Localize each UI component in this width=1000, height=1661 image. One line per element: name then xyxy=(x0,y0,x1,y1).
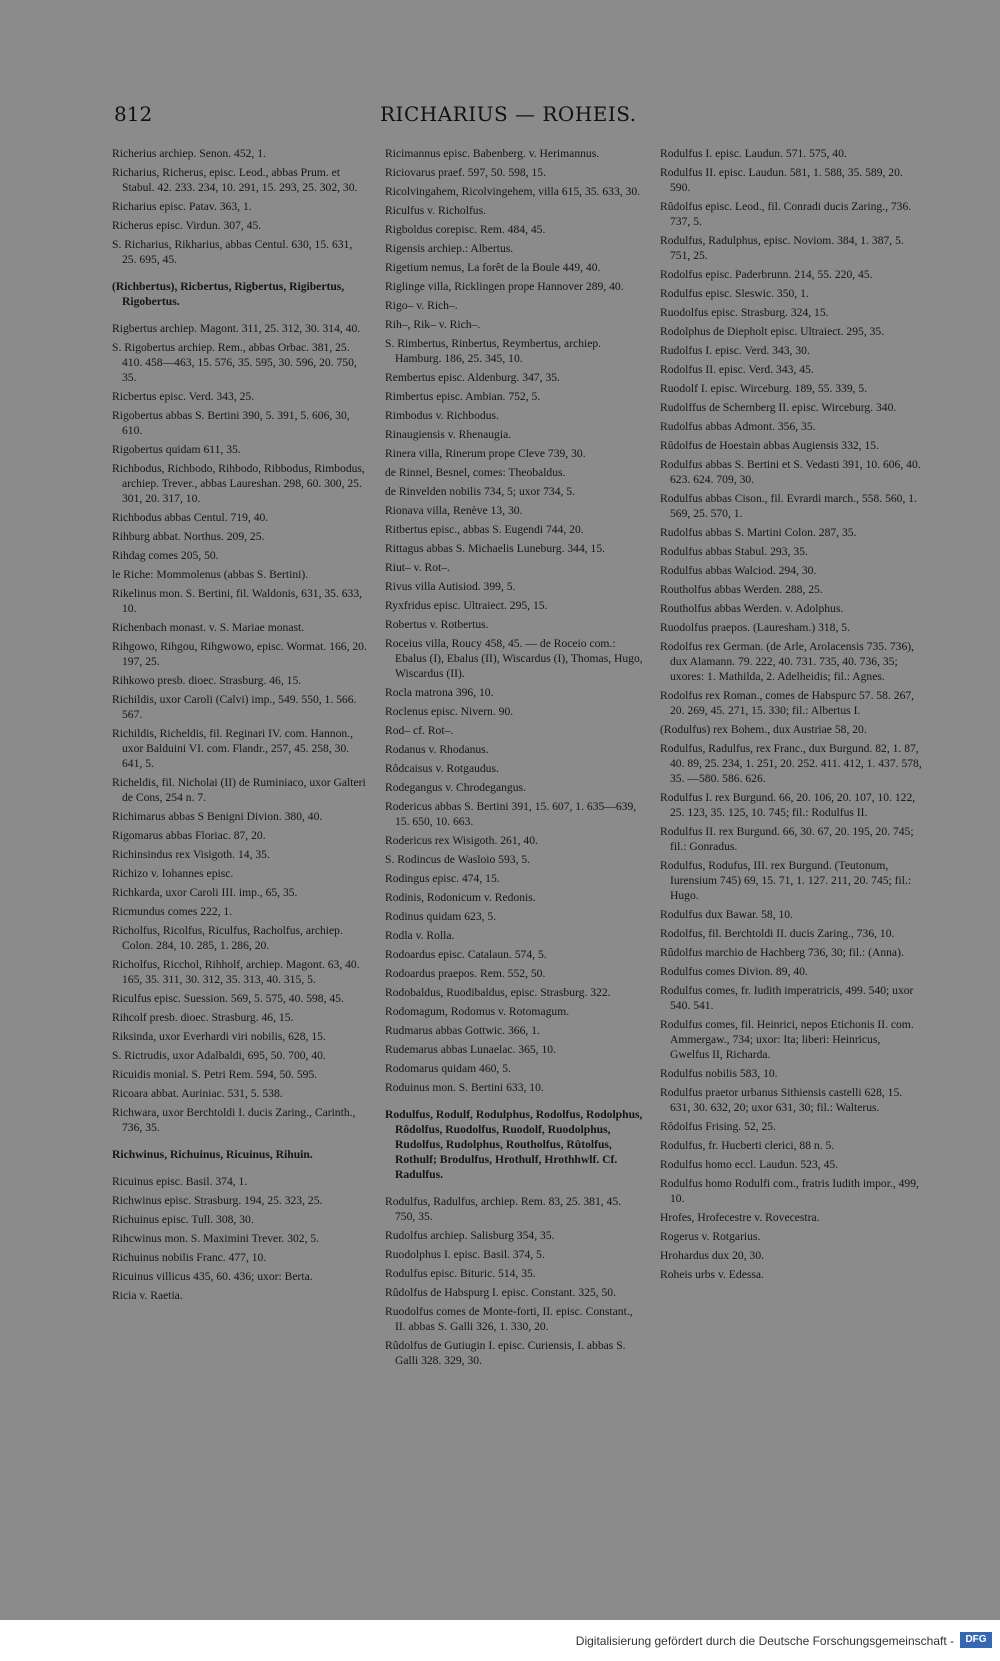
index-entry: Rodulfus praetor urbanus Sithiensis castelli 628, 15. 631, 30. 632, 20; uxor 631, 30; fil.: Walterus. xyxy=(660,1086,903,1114)
index-entry: S. Richarius, Rikharius, abbas Centul. 630, 15. 631, 25. 695, 45. xyxy=(112,238,353,266)
index-entry: Rionava villa, Renève 13, 30. xyxy=(385,504,523,517)
index-entry: Richinsindus rex Visigoth. 14, 35. xyxy=(112,848,270,861)
index-entry: Rihgowo, Rihgou, Rihgwowo, episc. Wormat. 166, 20. 197, 25. xyxy=(112,640,367,668)
index-group-heading: (Richbertus), Ricbertus, Rigbertus, Rigibertus, Rigobertus. xyxy=(112,280,345,308)
index-entry: Robertus v. Rotbertus. xyxy=(385,618,489,631)
index-entry: Rigomarus abbas Floriac. 87, 20. xyxy=(112,829,266,842)
index-entry: Rivus villa Autisiod. 399, 5. xyxy=(385,580,516,593)
index-entry: Rodulfus episc. Bituric. 514, 35. xyxy=(385,1267,536,1280)
index-entry: Rodulfus abbas Walciod. 294, 30. xyxy=(660,564,817,577)
index-entry: Hrohardus dux 20, 30. xyxy=(660,1249,765,1262)
index-entry: Rocla matrona 396, 10. xyxy=(385,686,494,699)
index-entry: Rudmarus abbas Gottwic. 366, 1. xyxy=(385,1024,540,1037)
index-entry: Richuinus episc. Tull. 308, 30. xyxy=(112,1213,254,1226)
index-entry: Roheis urbs v. Edessa. xyxy=(660,1268,764,1281)
index-entry: Rimbertus episc. Ambian. 752, 5. xyxy=(385,390,541,403)
index-entry: Rudolfus abbas S. Martini Colon. 287, 35. xyxy=(660,526,857,539)
index-entry: Rodanus v. Rhodanus. xyxy=(385,743,489,756)
index-entry: Rodingus episc. 474, 15. xyxy=(385,872,500,885)
index-entry: Rigboldus corepisc. Rem. 484, 45. xyxy=(385,223,546,236)
index-entry: Richizo v. Iohannes episc. xyxy=(112,867,234,880)
index-entry: Ruodolfus comes de Monte-forti, II. episc. Constant., II. abbas S. Galli 326, 1. 330, 20. xyxy=(385,1305,633,1333)
index-entry: Rodolfus II. episc. Verd. 343, 45. xyxy=(660,363,814,376)
page-number: 812 xyxy=(114,102,153,126)
index-entry: Rudemarus abbas Lunaelac. 365, 10. xyxy=(385,1043,556,1056)
index-entry: Ruodolfus praepos. (Lauresham.) 318, 5. xyxy=(660,621,850,634)
index-entry: Rinaugiensis v. Rhenaugia. xyxy=(385,428,512,441)
footer-bar xyxy=(0,1620,1000,1661)
index-entry: S. Rictrudis, uxor Adalbaldi, 695, 50. 700, 40. xyxy=(112,1049,326,1062)
index-entry: Ricia v. Raetia. xyxy=(112,1289,183,1302)
index-entry: Rodulfus abbas Cison., fil. Evrardi march., 558. 560, 1. 569, 25. 570, 1. xyxy=(660,492,917,520)
index-entry: Ricbertus episc. Verd. 343, 25. xyxy=(112,390,255,403)
index-entry: Rodinis, Rodonicum v. Redonis. xyxy=(385,891,536,904)
index-entry: Rinera villa, Rinerum prope Cleve 739, 30. xyxy=(385,447,586,460)
index-entry: Richimarus abbas S Benigni Divion. 380, 40. xyxy=(112,810,323,823)
index-entry: Rôdolfus Frising. 52, 25. xyxy=(660,1120,776,1133)
index-entry: Richuinus nobilis Franc. 477, 10. xyxy=(112,1251,267,1264)
index-entry: Riciovarus praef. 597, 50. 598, 15. xyxy=(385,166,546,179)
index-entry: Rodolfus, fil. Berchtoldi II. ducis Zaring., 736, 10. xyxy=(660,927,895,940)
index-entry: Hrofes, Hrofecestre v. Rovecestra. xyxy=(660,1211,820,1224)
index-entry: Rihcwinus mon. S. Maximini Trever. 302, 5. xyxy=(112,1232,320,1245)
index-entry: Ricimannus episc. Babenberg. v. Herimannus. xyxy=(385,147,600,160)
index-entry: Ruodolf I. episc. Wirceburg. 189, 55. 339, 5. xyxy=(660,382,868,395)
index-entry: Routholfus abbas Werden. v. Adolphus. xyxy=(660,602,844,615)
index-entry: Ricoara abbat. Auriniac. 531, 5. 538. xyxy=(112,1087,283,1100)
index-entry: Riglinge villa, Ricklingen prope Hannover 289, 40. xyxy=(385,280,624,293)
index-entry: Rodulfus, Rodufus, III. rex Burgund. (Teutonum, Iurensium 745) 69, 15. 71, 1. 127. 211, 20. 745; fil.: Hugo. xyxy=(660,859,912,902)
index-entry: S. Rimbertus, Rinbertus, Reymbertus, archiep. Hamburg. 186, 25. 345, 10. xyxy=(385,337,602,365)
index-entry: Rihburg abbat. Northus. 209, 25. xyxy=(112,530,265,543)
index-entry: Rod– cf. Rot–. xyxy=(385,724,454,737)
index-entry: Rodericus rex Wisigoth. 261, 40. xyxy=(385,834,538,847)
index-entry: Rembertus episc. Aldenburg. 347, 35. xyxy=(385,371,560,384)
index-entry: Rodegangus v. Chrodegangus. xyxy=(385,781,526,794)
index-entry: (Rodulfus) rex Bohem., dux Austriae 58, 20. xyxy=(660,723,867,736)
index-entry: Richildis, Richeldis, fil. Reginari IV. com. Hannon., uxor Balduini VI. com. Flandr., 257, 45. 258, 30. 641, 5. xyxy=(112,727,353,770)
index-entry: Ritbertus episc., abbas S. Eugendi 744, 20. xyxy=(385,523,584,536)
index-entry: Rigo– v. Rich–. xyxy=(385,299,458,312)
index-entry: Richolfus, Ricchol, Rihholf, archiep. Magont. 63, 40. 165, 35. 311, 30. 312, 35. 313, 40. 315, 5. xyxy=(112,958,360,986)
index-entry: Rodla v. Rolla. xyxy=(385,929,455,942)
index-entry: Rigobertus quidam 611, 35. xyxy=(112,443,241,456)
index-entry: Rigensis archiep.: Albertus. xyxy=(385,242,514,255)
index-entry: Richarius, Richerus, episc. Leod., abbas Prum. et Stabul. 42. 233. 234, 10. 291, 15. 293, 25. 302, 30. xyxy=(112,166,358,194)
index-entry: Riksinda, uxor Everhardi viri nobilis, 628, 15. xyxy=(112,1030,326,1043)
index-entry: Rodericus abbas S. Bertini 391, 15. 607, 1. 635—639, 15. 650, 10. 663. xyxy=(385,800,637,828)
index-entry: Routholfus abbas Werden. 288, 25. xyxy=(660,583,823,596)
index-entry: Rodinus quidam 623, 5. xyxy=(385,910,497,923)
index-entry: Riculfus v. Richolfus. xyxy=(385,204,487,217)
index-entry: Rodomarus quidam 460, 5. xyxy=(385,1062,511,1075)
index-entry: Rogerus v. Rotgarius. xyxy=(660,1230,761,1243)
index-entry: Rodulfus homo eccl. Laudun. 523, 45. xyxy=(660,1158,839,1171)
index-entry: Richbodus, Richbodo, Rihbodo, Ribbodus, Rimbodus, archiep. Trever., abbas Laureshan. 298, 60. 300, 25. 301, 20. 317, 10. xyxy=(112,462,365,505)
index-entry: Rodulfus, Radulfus, archiep. Rem. 83, 25. 381, 45. 750, 35. xyxy=(385,1195,622,1223)
index-entry: Rihkowo presb. dioec. Strasburg. 46, 15. xyxy=(112,674,302,687)
index-entry: Rodulfus I. episc. Laudun. 571. 575, 40. xyxy=(660,147,847,160)
index-entry: le Riche: Mommolenus (abbas S. Bertini). xyxy=(112,568,309,581)
index-entry: Ryxfridus episc. Ultraiect. 295, 15. xyxy=(385,599,548,612)
index-entry: Rodulfus comes, fr. Iudith imperatricis, 499. 540; uxor 540. 541. xyxy=(660,984,914,1012)
index-entry: Rodulfus abbas S. Bertini et S. Vedasti 391, 10. 606, 40. 623. 624. 709, 30. xyxy=(660,458,921,486)
index-entry: Rodulfus comes, fil. Heinrici, nepos Etichonis II. com. Ammergaw., 734; uxor: Ita; liberi: Heinricus, Gwelfus II, Richarda. xyxy=(660,1018,914,1061)
index-entry: Rodulfus episc. Sleswic. 350, 1. xyxy=(660,287,809,300)
index-entry: Riculfus episc. Suession. 569, 5. 575, 40. 598, 45. xyxy=(112,992,344,1005)
index-entry: Richarius episc. Patav. 363, 1. xyxy=(112,200,252,213)
index-entry: Richenbach monast. v. S. Mariae monast. xyxy=(112,621,305,634)
index-entry: Rodolfus episc. Paderbrunn. 214, 55. 220, 45. xyxy=(660,268,873,281)
index-entry: Rodulfus nobilis 583, 10. xyxy=(660,1067,778,1080)
index-column-2 xyxy=(385,146,643,1372)
index-entry: Rodulfus homo Rodulfi com., fratris Iudith impor., 499, 10. xyxy=(660,1177,919,1205)
index-entry: Rodolphus de Diepholt episc. Ultraiect. 295, 35. xyxy=(660,325,885,338)
index-entry: Rodulfus dux Bawar. 58, 10. xyxy=(660,908,793,921)
index-entry: Rudolfus abbas Admont. 356, 35. xyxy=(660,420,816,433)
index-entry: Rudolfus I. episc. Verd. 343, 30. xyxy=(660,344,810,357)
index-entry: Ruodolfus episc. Strasburg. 324, 15. xyxy=(660,306,829,319)
index-entry: Rodolfus rex Roman., comes de Habspurc 57. 58. 267, 20. 269, 45. 271, 15. 330; fil.: Albertus I. xyxy=(660,689,915,717)
index-entry: Rûdolfus de Hoestain abbas Augiensis 332, 15. xyxy=(660,439,879,452)
index-entry: Rodulfus, Radulphus, episc. Noviom. 384, 1. 387, 5. 751, 25. xyxy=(660,234,904,262)
index-entry: Richolfus, Ricolfus, Riculfus, Racholfus, archiep. Colon. 284, 10. 285, 1. 286, 20. xyxy=(112,924,343,952)
index-entry: Rikelinus mon. S. Bertini, fil. Waldonis, 631, 35. 633, 10. xyxy=(112,587,363,615)
index-entry: S. Rodincus de Wasloio 593, 5. xyxy=(385,853,531,866)
index-entry: Roceius villa, Roucy 458, 45. — de Roceio com.: Ebalus (I), Ebalus (II), Wiscardus (I), Thomas, Hugo, Wiscardus (II). xyxy=(385,637,643,680)
index-entry: Rihdag comes 205, 50. xyxy=(112,549,219,562)
index-entry: Richbodus abbas Centul. 719, 40. xyxy=(112,511,269,524)
index-group-heading: Richwinus, Richuinus, Ricuinus, Rihuin. xyxy=(112,1148,313,1161)
index-entry: Rûdolfus marchio de Hachberg 736, 30; fil.: (Anna). xyxy=(660,946,904,959)
index-entry: Rodulfus I. rex Burgund. 66, 20. 106, 20. 107, 10. 122, 25. 123, 35. 125, 10. 745; fil.: Rodulfus II. xyxy=(660,791,916,819)
index-entry: Rodobaldus, Ruodibaldus, episc. Strasburg. 322. xyxy=(385,986,611,999)
index-entry: Rudolffus de Schernberg II. episc. Wirceburg. 340. xyxy=(660,401,897,414)
index-entry: Rodulfus, fr. Hucberti clerici, 88 n. 5. xyxy=(660,1139,835,1152)
index-entry: Ricuidis monial. S. Petri Rem. 594, 50. 595. xyxy=(112,1068,318,1081)
index-entry: Rodoardus praepos. Rem. 552, 50. xyxy=(385,967,546,980)
index-entry: Rodolfus rex German. (de Arle, Arolacensis 735. 736), dux Alamann. 79. 222, 40. 731. 735, 40. 736, 35; uxores: 1. Mathilda, 2. Adelheidis; fil.: Agnes. xyxy=(660,640,915,683)
index-entry: de Rinnel, Besnel, comes: Theobaldus. xyxy=(385,466,566,479)
index-entry: Rûdolfus episc. Leod., fil. Conradi ducis Zaring., 736. 737, 5. xyxy=(660,200,912,228)
footer-credit: Digitalisierung gefördert durch die Deutsche Forschungsgemeinschaft - xyxy=(575,1634,954,1648)
index-entry: Richeldis, fil. Nicholai (II) de Ruminiaco, uxor Galteri de Cons, 254 n. 7. xyxy=(112,776,366,804)
index-entry: Ricuinus villicus 435, 60. 436; uxor: Berta. xyxy=(112,1270,313,1283)
index-entry: Rudolfus archiep. Salisburg 354, 35. xyxy=(385,1229,555,1242)
index-entry: Rih–, Rik– v. Rich–. xyxy=(385,318,481,331)
index-entry: Rûdolfus de Habspurg I. episc. Constant. 325, 50. xyxy=(385,1286,616,1299)
index-entry: Rodulfus abbas Stabul. 293, 35. xyxy=(660,545,808,558)
index-entry: Rodoardus episc. Catalaun. 574, 5. xyxy=(385,948,547,961)
index-entry: Ruodolphus I. episc. Basil. 374, 5. xyxy=(385,1248,545,1261)
index-entry: Richerus episc. Virdun. 307, 45. xyxy=(112,219,262,232)
index-entry: Richkarda, uxor Caroli III. imp., 65, 35. xyxy=(112,886,298,899)
index-entry: S. Rigobertus archiep. Rem., abbas Orbac. 381, 25. 410. 458—463, 15. 576, 35. 595, 30. 596, 20. 750, 35. xyxy=(112,341,357,384)
index-entry: Ricolvingahem, Ricolvingehem, villa 615, 35. 633, 30. xyxy=(385,185,641,198)
dfg-logo-icon: DFG xyxy=(960,1632,992,1648)
index-entry: Richwara, uxor Berchtoldi I. ducis Zaring., Carinth., 736, 35. xyxy=(112,1106,356,1134)
index-entry: Rodulfus, Radulfus, rex Franc., dux Burgund. 82, 1. 87, 40. 89, 25. 234, 1. 251, 20. 252. 411. 412, 1. 437. 578, 35. —580. 586. 626. xyxy=(660,742,922,785)
index-entry: Riut– v. Rot–. xyxy=(385,561,450,574)
index-entry: Ricmundus comes 222, 1. xyxy=(112,905,233,918)
running-head: RICHARIUS — ROHEIS. xyxy=(380,102,637,126)
index-entry: Richwinus episc. Strasburg. 194, 25. 323, 25. xyxy=(112,1194,323,1207)
index-entry: Rittagus abbas S. Michaelis Luneburg. 344, 15. xyxy=(385,542,606,555)
index-entry: Rôdcaisus v. Rotgaudus. xyxy=(385,762,499,775)
index-entry: Rigetium nemus, La forêt de la Boule 449, 40. xyxy=(385,261,601,274)
index-entry: Rodulfus II. rex Burgund. 66, 30. 67, 20. 195, 20. 745; fil.: Gonradus. xyxy=(660,825,914,853)
index-entry: Richildis, uxor Caroli (Calvi) imp., 549. 550, 1. 566. 567. xyxy=(112,693,357,721)
index-group-heading: Rodulfus, Rodulf, Rodulphus, Rodolfus, Rodolphus, Rôdolfus, Ruodolfus, Ruodolf, Ruodolphus, Rudolfus, Rudolphus, Routholfus, Rûtolfus, Rothulf; Brodulfus, Hrothulf, Hrothhwlf. Cf. Radulfus. xyxy=(385,1108,643,1181)
index-entry: Rodulfus comes Divion. 89, 40. xyxy=(660,965,808,978)
index-entry: Rûdolfus de Gutiugin I. episc. Curiensis, I. abbas S. Galli 328. 329, 30. xyxy=(385,1339,626,1367)
index-entry: de Rinvelden nobilis 734, 5; uxor 734, 5. xyxy=(385,485,575,498)
index-entry: Rodulfus II. episc. Laudun. 581, 1. 588, 35. 589, 20. 590. xyxy=(660,166,903,194)
index-column-1 xyxy=(112,146,367,1307)
index-entry: Roduinus mon. S. Bertini 633, 10. xyxy=(385,1081,544,1094)
index-entry: Roclenus episc. Nivern. 90. xyxy=(385,705,514,718)
index-entry: Rigobertus abbas S. Bertini 390, 5. 391, 5. 606, 30, 610. xyxy=(112,409,350,437)
index-entry: Ricuinus episc. Basil. 374, 1. xyxy=(112,1175,248,1188)
index-entry: Rigbertus archiep. Magont. 311, 25. 312, 30. 314, 40. xyxy=(112,322,361,335)
index-column-3 xyxy=(660,146,922,1286)
index-entry: Rihcolf presb. dioec. Strasburg. 46, 15. xyxy=(112,1011,294,1024)
index-entry: Rodomagum, Rodomus v. Rotomagum. xyxy=(385,1005,570,1018)
index-entry: Rimbodus v. Richbodus. xyxy=(385,409,499,422)
index-entry: Richerius archiep. Senon. 452, 1. xyxy=(112,147,266,160)
